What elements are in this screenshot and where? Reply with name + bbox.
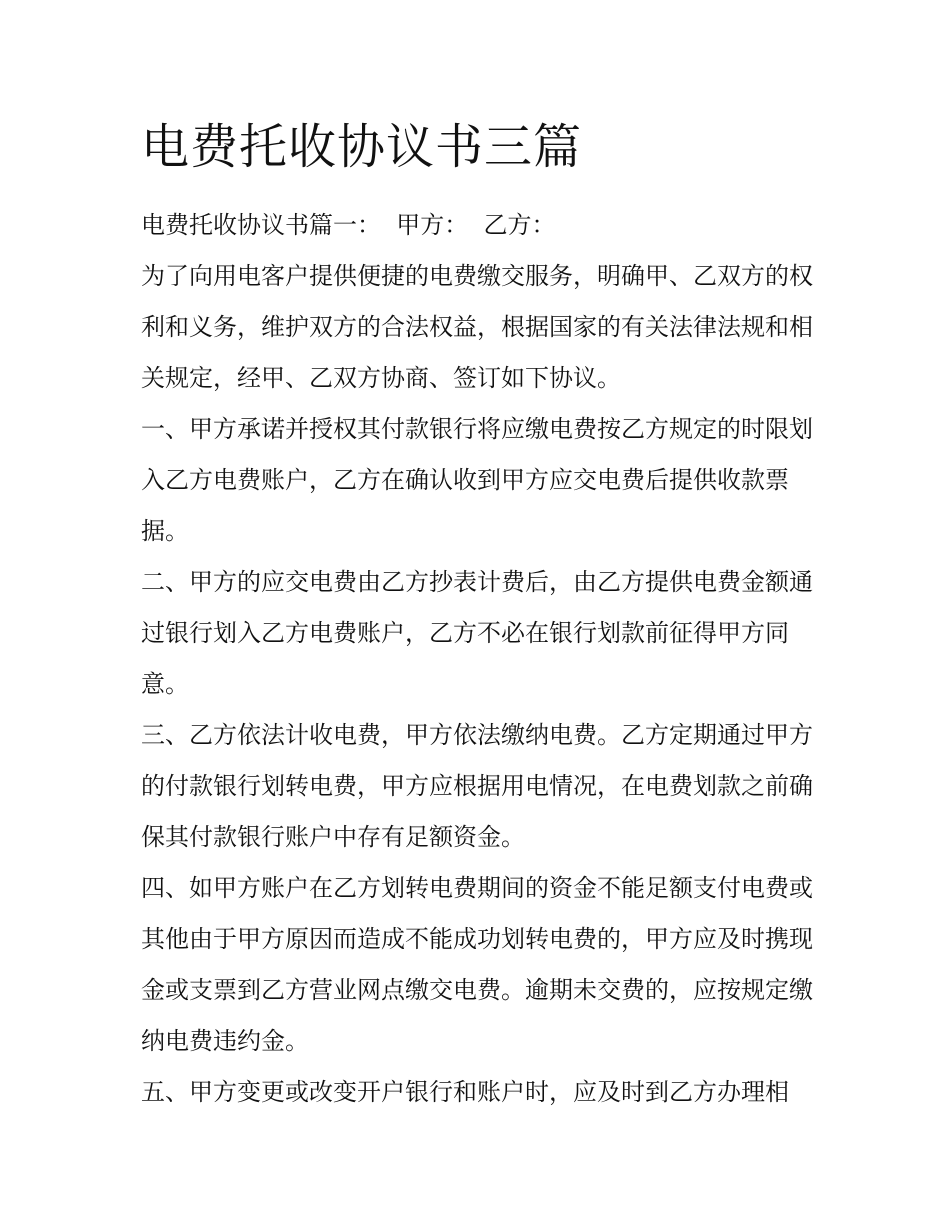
document-title: 电费托收协议书三篇 (141, 119, 583, 175)
paragraph-clause-1: 一、甲方承诺并授权其付款银行将应缴电费按乙方规定的时限划入乙方电费账户，乙方在确认收到甲方应交电费后提供收款票据。 (141, 415, 813, 545)
paragraph-clause-5: 五、甲方变更或改变开户银行和账户时，应及时到乙方办理相 (141, 1078, 789, 1106)
paragraph-clause-2: 二、甲方的应交电费由乙方抄表计费后，由乙方提供电费金额通过银行划入乙方电费账户，乙方不必在银行划款前征得甲方同意。 (141, 568, 813, 698)
section-intro-line: 电费托收协议书篇一： 甲方： 乙方： (141, 211, 556, 239)
paragraph-clause-4: 四、如甲方账户在乙方划转电费期间的资金不能足额支付电费或其他由于甲方原因而造成不能成功划转电费的，甲方应及时携现金或支票到乙方营业网点缴交电费。逾期未交费的，应按规定缴纳电费违约金。 (141, 874, 813, 1055)
paragraph-preamble: 为了向用电客户提供便捷的电费缴交服务，明确甲、乙双方的权利和义务，维护双方的合法权益，根据国家的有关法律法规和相关规定，经甲、乙双方协商、签订如下协议。 (141, 262, 813, 392)
document-body (141, 200, 813, 1118)
paragraph-clause-3: 三、乙方依法计收电费，甲方依法缴纳电费。乙方定期通过甲方的付款银行划转电费，甲方应根据用电情况，在电费划款之前确保其付款银行账户中存有足额资金。 (141, 721, 813, 851)
